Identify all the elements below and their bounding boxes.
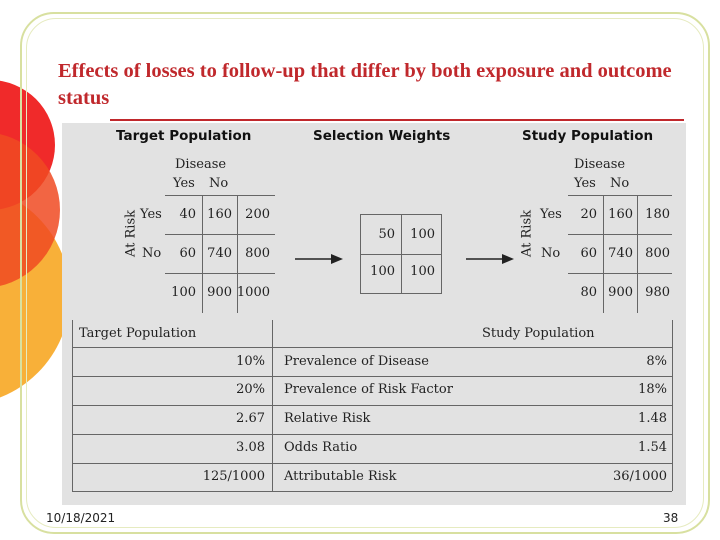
- target-cell: 60: [179, 246, 196, 261]
- target-cell: 200: [245, 207, 270, 222]
- comparison-header-target: Target Population: [79, 326, 197, 341]
- study-population-header: Study Population: [522, 128, 654, 144]
- comparison-grid-line: [672, 320, 673, 491]
- target-cell: 40: [179, 207, 196, 222]
- weights-cell: 100: [410, 264, 435, 279]
- study-cell: 20: [580, 207, 597, 222]
- weights-grid-line: [401, 214, 402, 293]
- comparison-study-value: 1.54: [638, 440, 667, 455]
- weights-grid-line: [441, 214, 442, 293]
- study-row-no: No: [541, 246, 561, 261]
- target-cell: 1000: [236, 285, 270, 300]
- page-number: 38: [663, 511, 679, 525]
- study-grid-line: [568, 273, 672, 274]
- target-at-risk-label: At Risk: [123, 210, 139, 258]
- target-cell: 800: [245, 246, 270, 261]
- weights-cell: 50: [378, 227, 395, 242]
- target-row-no: No: [142, 246, 162, 261]
- study-at-risk-label: At Risk: [519, 210, 535, 258]
- comparison-measure: Prevalence of Risk Factor: [284, 382, 453, 397]
- comparison-grid-line: [72, 347, 672, 348]
- target-population-header: Target Population: [116, 128, 252, 144]
- figure-panel: [62, 123, 686, 505]
- study-grid-line: [568, 195, 672, 196]
- target-grid-line: [165, 234, 275, 235]
- comparison-target-value: 3.08: [236, 440, 265, 455]
- selection-weights-header: Selection Weights: [313, 128, 451, 144]
- comparison-study-value: 8%: [646, 354, 667, 369]
- target-cell: 740: [207, 246, 232, 261]
- study-cell: 980: [645, 285, 670, 300]
- comparison-study-value: 1.48: [638, 411, 667, 426]
- comparison-target-value: 10%: [236, 354, 265, 369]
- comparison-grid-line: [72, 405, 672, 406]
- comparison-measure: Prevalence of Disease: [284, 354, 429, 369]
- target-col-yes: Yes: [173, 176, 195, 191]
- right-arrow-icon: [295, 253, 343, 265]
- weights-grid-line: [360, 293, 442, 294]
- study-row-yes: Yes: [540, 207, 562, 222]
- target-cell: 900: [207, 285, 232, 300]
- study-cell: 180: [645, 207, 670, 222]
- comparison-header-study: Study Population: [482, 326, 595, 341]
- target-col-no: No: [209, 176, 229, 191]
- target-cell: 160: [207, 207, 232, 222]
- comparison-grid-line: [72, 491, 672, 492]
- comparison-grid-line: [72, 434, 672, 435]
- study-grid-line: [568, 234, 672, 235]
- comparison-target-value: 20%: [236, 382, 265, 397]
- right-arrow-icon: [466, 253, 514, 265]
- study-cell: 740: [608, 246, 633, 261]
- study-cell: 800: [645, 246, 670, 261]
- comparison-study-value: 18%: [638, 382, 667, 397]
- study-col-yes: Yes: [574, 176, 596, 191]
- study-disease-label: Disease: [574, 157, 626, 172]
- study-col-no: No: [610, 176, 630, 191]
- study-cell: 60: [580, 246, 597, 261]
- study-cell: 80: [580, 285, 597, 300]
- target-grid-line: [165, 195, 275, 196]
- study-cell: 900: [608, 285, 633, 300]
- footer-date: 10/18/2021: [46, 511, 116, 525]
- comparison-measure: Relative Risk: [284, 411, 371, 426]
- comparison-target-value: 125/1000: [202, 469, 265, 484]
- comparison-study-value: 36/1000: [612, 469, 667, 484]
- slide-title: Effects of losses to follow-up that differ by both exposure and outcome status: [58, 60, 672, 109]
- weights-cell: 100: [410, 227, 435, 242]
- comparison-grid-line: [72, 376, 672, 377]
- weights-cell: 100: [370, 264, 395, 279]
- title-divider: [110, 119, 684, 121]
- comparison-measure: Odds Ratio: [284, 440, 358, 455]
- target-disease-label: Disease: [175, 157, 227, 172]
- target-cell: 100: [171, 285, 196, 300]
- comparison-grid-line: [72, 463, 672, 464]
- comparison-measure: Attributable Risk: [284, 469, 397, 484]
- weights-grid-line: [360, 214, 361, 293]
- comparison-target-value: 2.67: [236, 411, 265, 426]
- study-cell: 160: [608, 207, 633, 222]
- target-grid-line: [165, 273, 275, 274]
- target-row-yes: Yes: [140, 207, 162, 222]
